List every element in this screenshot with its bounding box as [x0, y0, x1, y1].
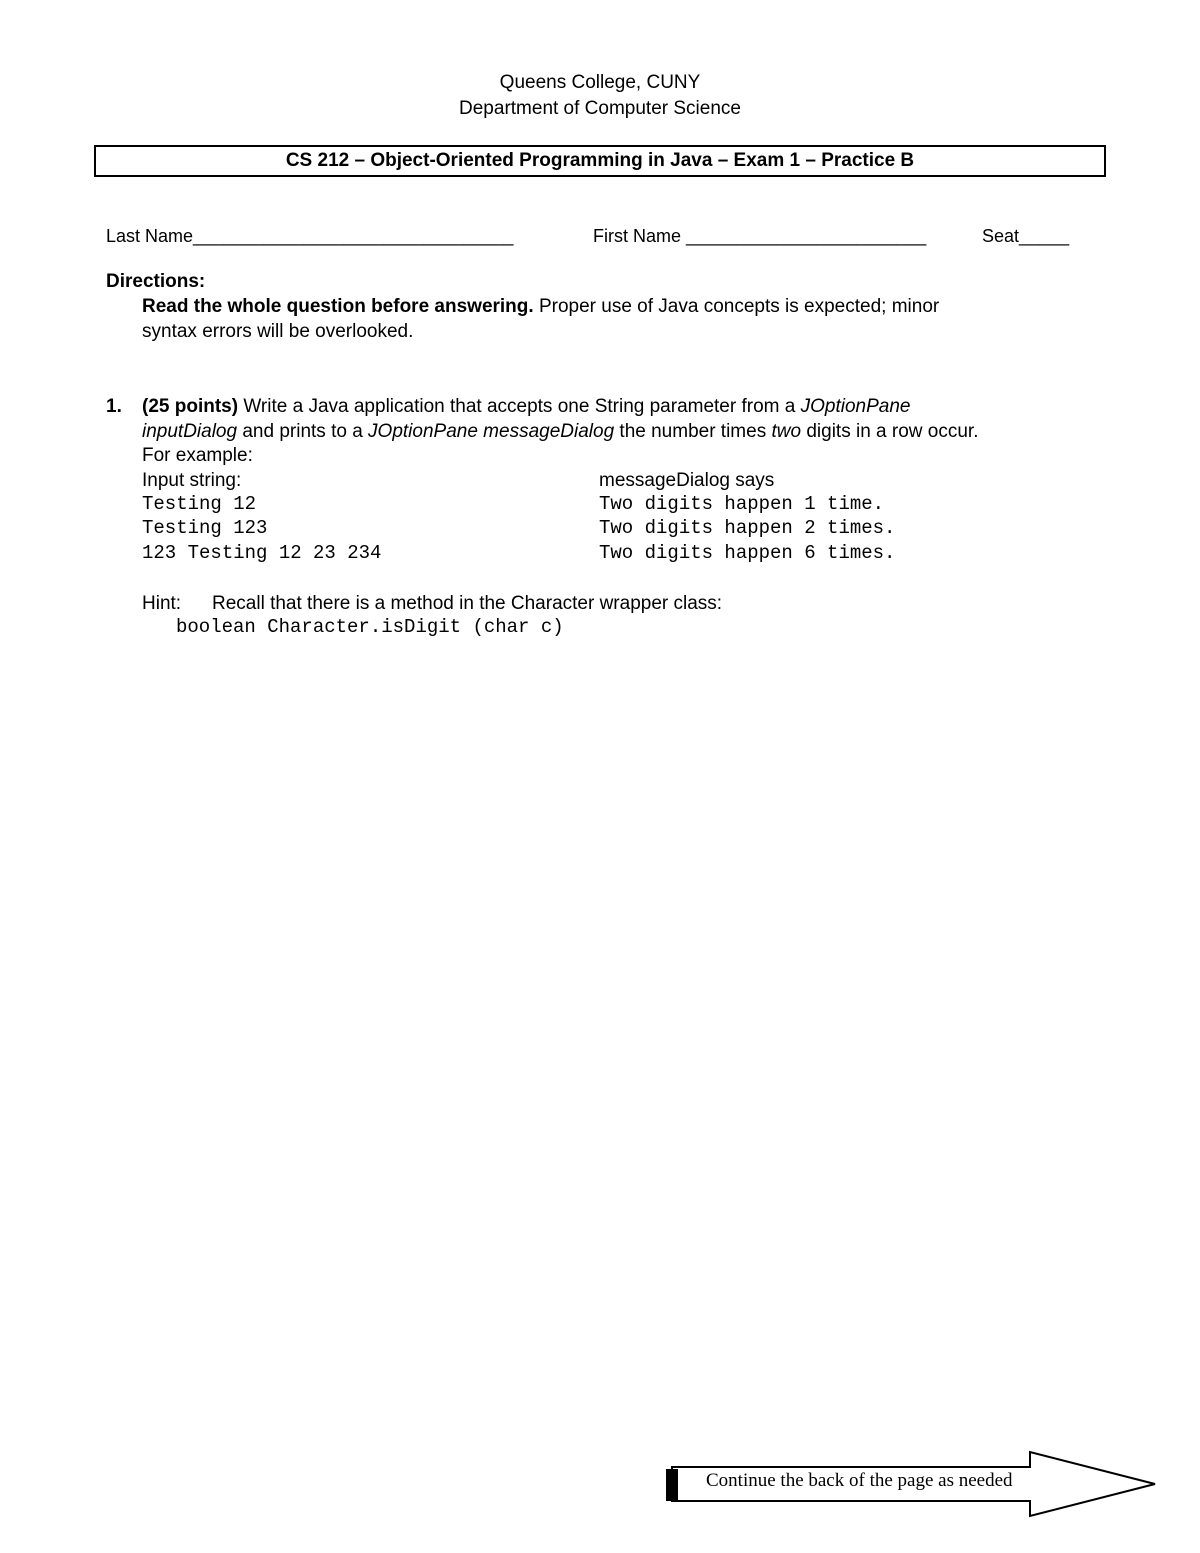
message-dialog-header: messageDialog says: [599, 470, 775, 491]
seat-blank[interactable]: _____: [1019, 226, 1070, 246]
question-1-inputdialog: inputDialog: [142, 421, 238, 442]
question-1-number: 1.: [106, 396, 122, 417]
directions-heading: Directions:: [106, 271, 206, 292]
hint-label: Hint:: [142, 593, 182, 614]
last-name-blank[interactable]: ________________________________: [193, 226, 514, 246]
seat-label: Seat: [982, 226, 1020, 246]
directions-bold-text: Read the whole question before answering.: [142, 296, 534, 317]
example-output: Two digits happen 1 time.: [599, 493, 885, 515]
seat-field: [982, 224, 1069, 248]
directions-line1-rest: Proper use of Java concepts is expected; minor: [533, 296, 940, 317]
directions-line-2: syntax errors will be overlooked.: [142, 321, 414, 342]
name-fields-row: [106, 224, 513, 248]
example-output: Two digits happen 2 times.: [599, 517, 896, 539]
question-1-line-1: [142, 394, 910, 419]
input-string-header: Input string:: [142, 470, 242, 491]
example-output: Two digits happen 6 times.: [599, 542, 896, 564]
example-input: Testing 12: [142, 493, 257, 515]
hint-text: Recall that there is a method in the Character wrapper class:: [212, 593, 723, 614]
last-name-label: Last Name: [106, 226, 194, 246]
question-1-line-2: [142, 419, 978, 444]
question-1-points: (25 points): [142, 396, 239, 417]
hint-code: boolean Character.isDigit (char c): [176, 616, 564, 638]
department-name: Department of Computer Science: [459, 98, 741, 119]
example-input: 123 Testing 12 23 234: [142, 542, 382, 564]
question-1-text-b: and prints to a: [237, 421, 369, 442]
example-input: Testing 123: [142, 517, 268, 539]
question-1-joptionpane: JOptionPane: [800, 396, 911, 417]
directions-line-1: [142, 294, 939, 319]
first-name-field: [593, 224, 926, 248]
question-1-text-a: Write a Java application that accepts one String parameter from a: [238, 396, 801, 417]
institution-name: Queens College, CUNY: [499, 72, 701, 93]
question-1-text-d: the number times: [614, 421, 772, 442]
first-name-label: First Name: [593, 226, 682, 246]
question-1-messagedialog: JOptionPane messageDialog: [368, 421, 615, 442]
first-name-blank[interactable]: ________________________: [686, 226, 927, 246]
question-1-two: two: [771, 421, 802, 442]
for-example-label: For example:: [142, 445, 253, 466]
question-1-text-f: digits in a row occur.: [801, 421, 979, 442]
exam-title: CS 212 – Object-Oriented Programming in Java – Exam 1 – Practice B: [94, 145, 1106, 177]
continue-text: Continue the back of the page as needed: [706, 1470, 1013, 1491]
